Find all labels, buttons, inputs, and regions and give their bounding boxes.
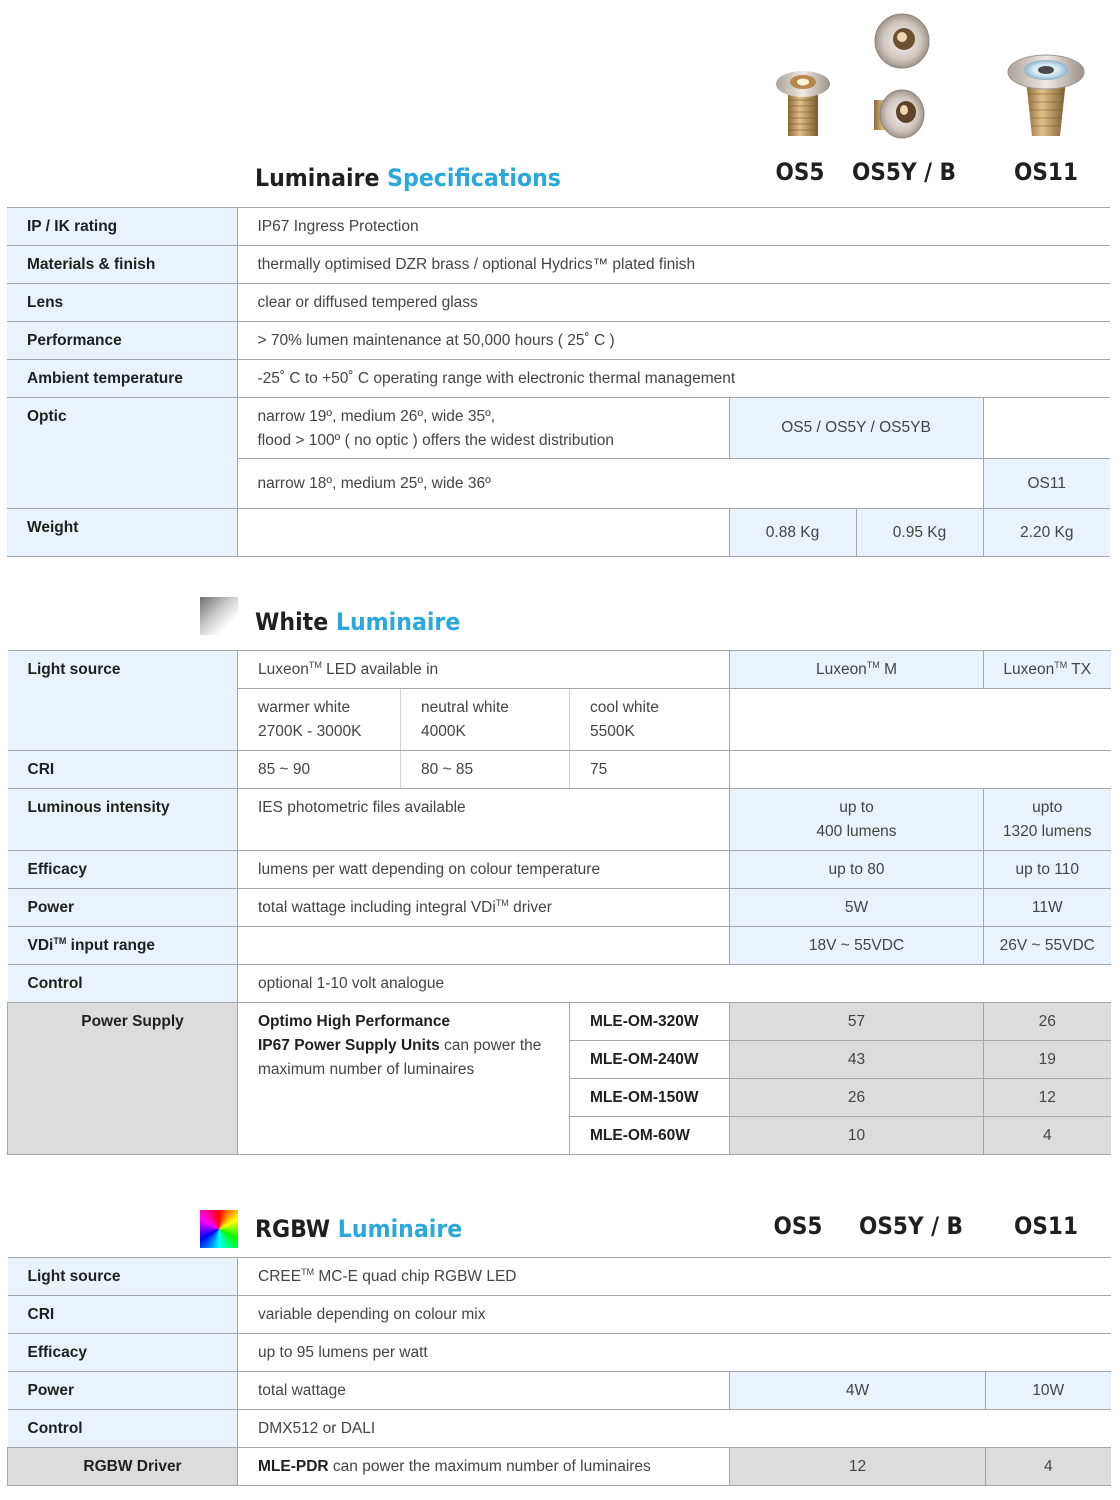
tm-mark: TM [1054, 660, 1068, 670]
temp-warm [238, 689, 401, 751]
row-label: Optic [7, 398, 237, 509]
power-m: 5W [730, 889, 984, 927]
psu-tx-count: 12 [984, 1079, 1111, 1117]
vdi-tx: 26V ~ 55VDC [984, 927, 1111, 965]
luxeon-tx-cell [984, 651, 1111, 689]
row-value [238, 1448, 730, 1486]
table-row [8, 1448, 1111, 1486]
temp-name: neutral white [421, 699, 509, 716]
table-row [8, 965, 1111, 1003]
cree-rest: MC-E quad chip RGBW LED [314, 1268, 517, 1285]
tm-mark: TM [301, 1267, 315, 1277]
row-label: Lens [7, 284, 237, 322]
luxeon-text: Luxeon [815, 661, 867, 678]
row-value: > 70% lumen maintenance at 50,000 hours ( 25˚ C ) [237, 322, 1110, 360]
spec-table [7, 207, 1110, 557]
row-value [238, 889, 730, 927]
optic-models-2: OS11 [983, 459, 1110, 509]
empty-cell [730, 689, 1111, 751]
row-label: Control [8, 1410, 238, 1448]
psu-bold-line: Optimo High Performance [258, 1013, 451, 1030]
cri-cool: 75 [570, 751, 730, 789]
temp-name: warmer white [258, 699, 351, 716]
row-label: Power [8, 1372, 238, 1410]
table-row [7, 284, 1110, 322]
psu-rest: can power the [439, 1037, 542, 1054]
psu-tx-count: 26 [984, 1003, 1111, 1041]
tm-mark: TM [308, 660, 322, 670]
temp-range: 4000K [421, 723, 466, 740]
power-text-rest: driver [508, 899, 552, 916]
row-label: CRI [8, 751, 238, 789]
psu-m-count: 57 [730, 1003, 984, 1041]
driver-model: MLE-PDR [258, 1458, 329, 1475]
psu-model: MLE-OM-150W [570, 1079, 730, 1117]
power-os11: 10W [986, 1372, 1111, 1410]
row-label: Materials & finish [7, 246, 237, 284]
row-label: Performance [7, 322, 237, 360]
os5y-front-image [872, 6, 932, 76]
weight-os5: 0.88 Kg [729, 509, 856, 557]
efficacy-m: up to 80 [730, 851, 984, 889]
psu-model: MLE-OM-320W [570, 1003, 730, 1041]
row-label: RGBW Driver [8, 1448, 238, 1486]
model-os5y-heading: OS5Y / B [851, 158, 956, 186]
temp-range: 5500K [590, 723, 635, 740]
luxeon-m-suffix: M [879, 661, 898, 678]
psu-model: MLE-OM-60W [570, 1117, 730, 1155]
psu-m-count: 43 [730, 1041, 984, 1079]
psu-tx-count: 4 [984, 1117, 1111, 1155]
weight-os11: 2.20 Kg [983, 509, 1110, 557]
rgbw-table [7, 1257, 1111, 1486]
temp-name: cool white [590, 699, 659, 716]
row-label: Ambient temperature [7, 360, 237, 398]
power-tx: 11W [984, 889, 1111, 927]
table-row [8, 651, 1111, 689]
white-title: White Luminaire [255, 608, 461, 636]
table-row [7, 360, 1110, 398]
white-swatch-icon [200, 597, 238, 635]
rgbw-title: RGBW Luminaire [255, 1215, 463, 1243]
row-label: Efficacy [8, 1334, 238, 1372]
weight-os5y: 0.95 Kg [856, 509, 983, 557]
empty-cell [237, 509, 729, 557]
row-value: thermally optimised DZR brass / optional Hydrics™ plated finish [237, 246, 1110, 284]
empty-cell [730, 751, 1111, 789]
model-os11-heading: OS11 [1014, 1212, 1078, 1240]
table-row [8, 1410, 1111, 1448]
table-row [8, 889, 1111, 927]
row-value: IES photometric files available [238, 789, 730, 851]
tm-mark: TM [495, 898, 509, 908]
luminous-m [730, 789, 984, 851]
row-value: total wattage [238, 1372, 730, 1410]
row-value: clear or diffused tempered glass [237, 284, 1110, 322]
row-label: Power Supply [8, 1003, 238, 1155]
row-value: optional 1-10 volt analogue [238, 965, 1111, 1003]
os11-product-image [1004, 50, 1088, 144]
row-label: Luminous intensity [8, 789, 238, 851]
rgb-swatch-icon [200, 1210, 238, 1248]
row-label: CRI [8, 1296, 238, 1334]
luminous-line: up to [839, 799, 874, 816]
optic-text-1 [237, 398, 729, 459]
os5-product-image [770, 68, 836, 144]
luxeon-text: Luxeon [258, 661, 309, 678]
psu-model: MLE-OM-240W [570, 1041, 730, 1079]
tm-mark: TM [866, 660, 880, 670]
psu-line: maximum number of luminaires [258, 1061, 475, 1078]
cri-warm: 85 ~ 90 [238, 751, 401, 789]
table-row [8, 1372, 1111, 1410]
model-os5-heading: OS5 [775, 158, 825, 186]
vdi-label: VDi [27, 937, 54, 954]
table-row [7, 208, 1110, 246]
table-row [8, 1258, 1111, 1296]
luminous-tx [984, 789, 1111, 851]
luminous-line: upto [1032, 799, 1063, 816]
temp-neutral [401, 689, 570, 751]
vdi-label-rest: input range [66, 937, 156, 954]
luminous-line: 1320 lumens [1002, 823, 1092, 840]
row-label: IP / IK rating [7, 208, 237, 246]
spec-title: Luminaire Specifications [255, 164, 561, 192]
psu-bold-line: IP67 Power Supply Units [258, 1037, 440, 1054]
cree-text: CREE [258, 1268, 302, 1285]
driver-rest: can power the maximum number of luminaires [328, 1458, 651, 1475]
row-value: variable depending on colour mix [238, 1296, 1111, 1334]
psu-m-count: 10 [730, 1117, 984, 1155]
temp-range: 2700K - 3000K [258, 723, 362, 740]
row-value: IP67 Ingress Protection [237, 208, 1110, 246]
white-table [7, 650, 1111, 1155]
table-row [8, 1003, 1111, 1041]
empty-cell [238, 927, 730, 965]
tm-mark: TM [53, 936, 67, 946]
light-source-rest: LED available in [321, 661, 439, 678]
table-row [8, 927, 1111, 965]
cri-neutral: 80 ~ 85 [401, 751, 570, 789]
luxeon-tx-suffix: TX [1067, 661, 1092, 678]
row-label: Weight [7, 509, 237, 557]
power-os5: 4W [730, 1372, 986, 1410]
row-value: -25˚ C to +50˚ C operating range with electronic thermal management [237, 360, 1110, 398]
table-row [7, 398, 1110, 459]
row-label: Light source [8, 651, 238, 751]
optic-models-1: OS5 / OS5Y / OS5YB [729, 398, 983, 459]
optic-line: flood > 100º ( no optic ) offers the widest distribution [257, 432, 614, 449]
power-text: total wattage including integral VDi [258, 899, 496, 916]
os5y-side-image [868, 86, 930, 144]
luminous-line: 400 lumens [816, 823, 897, 840]
psu-m-count: 26 [730, 1079, 984, 1117]
row-label: Light source [8, 1258, 238, 1296]
table-row [8, 851, 1111, 889]
table-row [8, 751, 1111, 789]
luxeon-text: Luxeon [1003, 661, 1055, 678]
model-os5-heading: OS5 [773, 1212, 823, 1240]
optic-line: narrow 19º, medium 26º, wide 35º, [257, 408, 496, 425]
row-label: Power [8, 889, 238, 927]
table-row [7, 322, 1110, 360]
light-source-text [238, 651, 730, 689]
row-label: Efficacy [8, 851, 238, 889]
vdi-m: 18V ~ 55VDC [730, 927, 984, 965]
table-row [7, 246, 1110, 284]
driver-os11: 4 [986, 1448, 1111, 1486]
driver-os5: 12 [730, 1448, 986, 1486]
table-row [8, 789, 1111, 851]
model-os11-heading: OS11 [1014, 158, 1078, 186]
efficacy-tx: up to 110 [984, 851, 1111, 889]
row-value [238, 1258, 1111, 1296]
empty-cell [983, 398, 1110, 459]
table-row [8, 1296, 1111, 1334]
row-value: up to 95 lumens per watt [238, 1334, 1111, 1372]
row-value: DMX512 or DALI [238, 1410, 1111, 1448]
row-value: lumens per watt depending on colour temperature [238, 851, 730, 889]
table-row [7, 509, 1110, 557]
model-os5y-heading: OS5Y / B [858, 1212, 963, 1240]
row-label [8, 927, 238, 965]
psu-tx-count: 19 [984, 1041, 1111, 1079]
optic-text-2: narrow 18º, medium 25º, wide 36º [237, 459, 983, 509]
power-supply-text [238, 1003, 570, 1155]
table-row [8, 1334, 1111, 1372]
temp-cool [570, 689, 730, 751]
row-label: Control [8, 965, 238, 1003]
luxeon-m-cell [730, 651, 984, 689]
